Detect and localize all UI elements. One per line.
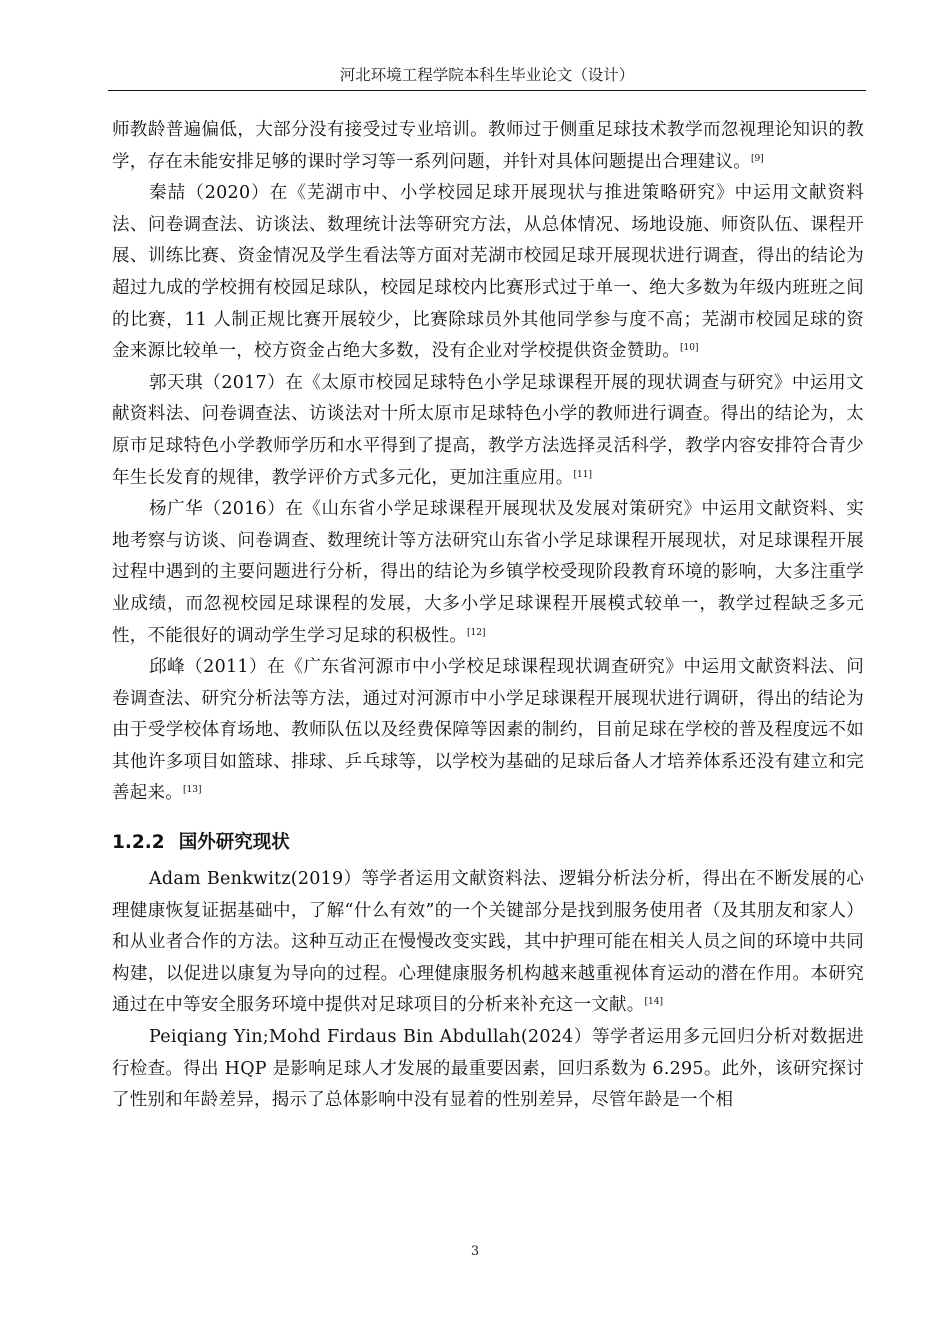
paragraph-text: 郭天琪（2017）在《太原市校园足球特色小学足球课程开展的现状调查与研究》中运用文献资料法、问卷调查法、访谈法对十所太原市足球特色小学的教师进行调查。得出的结论为，太原市足球特色小学教师学历和水平得到了提高，教学方法选择灵活科学，教学内容安排符合青少年生长发育的规律，教学评价方式多元化，更加注重应用。 [112, 372, 864, 488]
paragraph [112, 1022, 864, 1117]
citation-ref: [9] [751, 153, 764, 164]
paragraph-text: 秦喆（2020）在《芜湖市中、小学校园足球开展现状与推进策略研究》中运用文献资料法、问卷调查法、访谈法、数理统计法等研究方法，从总体情况、场地设施、师资队伍、课程开展、训练比赛、资金情况及学生看法等方面对芜湖市校园足球开展现状进行调查，得出的结论为超过九成的学校拥有校园足球队，校园足球校内比赛形式过于单一、绝大多数为年级内班班之间的比赛，11 人制正规比赛开展较少，比赛除球员外其他同学参与度不高；芜湖市校园足球的资金来源比较单一，校方资金占绝大多数，没有企业对学校提供资金赞助。 [112, 183, 864, 362]
citation-ref: [12] [467, 627, 486, 638]
citation-ref: [14] [644, 997, 663, 1008]
paragraph-text: 杨广华（2016）在《山东省小学足球课程开展现状及发展对策研究》中运用文献资料、实地考察与访谈、问卷调查、数理统计等方法研究山东省小学足球课程开展现状，对足球课程开展过程中遇到的主要问题进行分析，得出的结论为乡镇学校受现阶段教育环境的影响，大多注重学业成绩，而忽视校园足球课程的发展，大多小学足球课程开展模式较单一，教学过程缺乏多元性，不能很好的调动学生学习足球的积极性。 [112, 499, 864, 646]
paragraph [112, 178, 864, 368]
section-title: 国外研究现状 [178, 832, 290, 854]
citation-ref: [13] [183, 785, 202, 796]
citation-ref: [11] [573, 469, 592, 480]
paragraph-text: 师教龄普遍偏低，大部分没有接受过专业培训。教师过于侧重足球技术教学而忽视理论知识的教学，存在未能安排足够的课时学习等一系列问题，并针对具体问题提出合理建议。 [112, 120, 864, 172]
paragraph [112, 652, 864, 810]
section-heading [112, 828, 864, 858]
paragraph [112, 494, 864, 652]
citation-ref: [10] [680, 343, 699, 354]
page-body [112, 115, 864, 1117]
paragraph-text: 邱峰（2011）在《广东省河源市中小学校足球课程现状调查研究》中运用文献资料法、问卷调查法、研究分析法等方法，通过对河源市中小学足球课程开展现状进行调研，得出的结论为由于受学校体育场地、教师队伍以及经费保障等因素的制约，目前足球在学校的普及程度远不如其他许多项目如篮球、排球、乒乓球等，以学校为基础的足球后备人才培养体系还没有建立和完善起来。 [112, 657, 864, 804]
paragraph [112, 864, 864, 1022]
paragraph-text: Peiqiang Yin;Mohd Firdaus Bin Abdullah(2024）等学者运用多元回归分析对数据进行检查。得出 HQP 是影响足球人才发展的最重要因素，回归系数为 6.295。此外，该研究探讨了性别和年龄差异，揭示了总体影响中没有显着的性别差异，尽管年龄是一个相 [112, 1027, 864, 1111]
running-header: 河北环境工程学院本科生毕业论文（设计） [339, 66, 635, 84]
header-rule [108, 90, 866, 91]
page-number: 3 [470, 1244, 480, 1259]
paragraph-continuation [112, 115, 864, 178]
section-number: 1.2.2 [112, 832, 165, 854]
paragraph-text: Adam Benkwitz(2019）等学者运用文献资料法、逻辑分析法分析，得出在不断发展的心理健康恢复证据基础中，了解“什么有效”的一个关键部分是找到服务使用者（及其朋友和家人）和从业者合作的方法。这种互动正在慢慢改变实践，其中护理可能在相关人员之间的环境中共同构建，以促进以康复为导向的过程。心理健康服务机构越来越重视体育运动的潜在作用。本研究通过在中等安全服务环境中提供对足球项目的分析来补充这一文献。 [112, 869, 864, 1016]
paragraph [112, 368, 864, 494]
